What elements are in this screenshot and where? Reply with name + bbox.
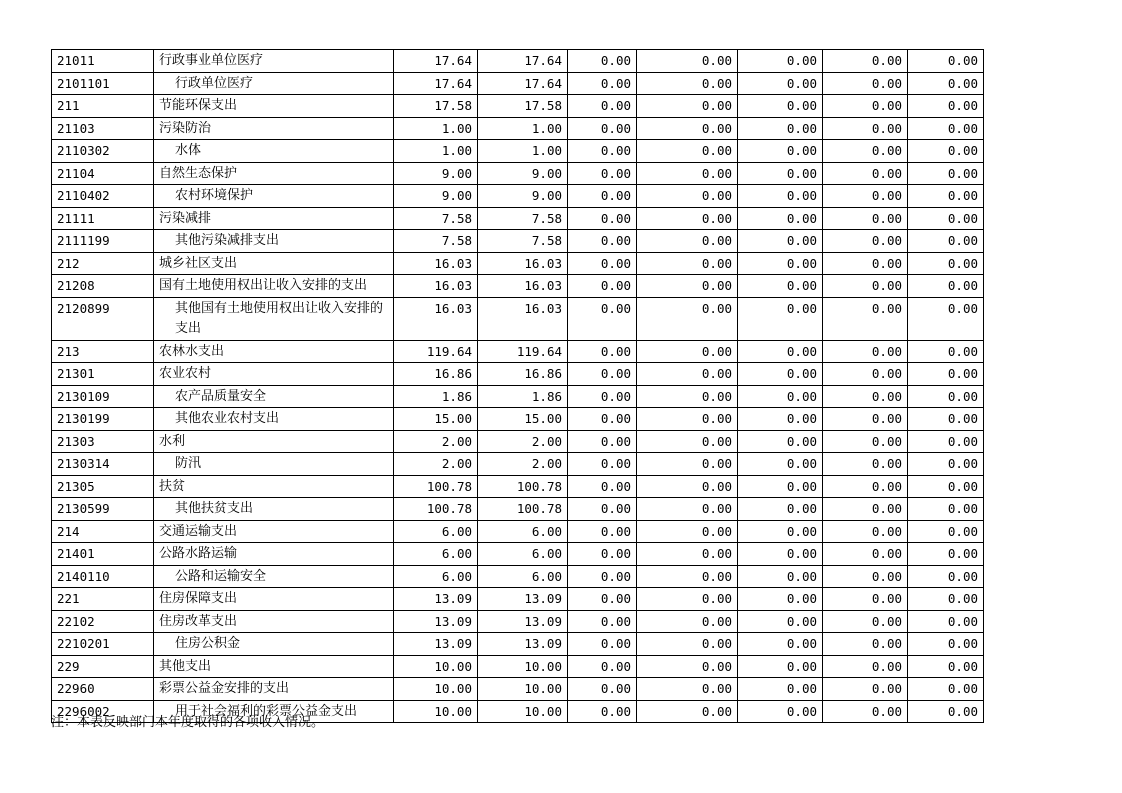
amount-cell: 100.78 xyxy=(394,475,478,498)
amount-cell: 0.00 xyxy=(738,543,823,566)
amount-cell: 0.00 xyxy=(908,230,984,253)
subject-name-cell: 公路水路运输 xyxy=(154,543,394,566)
subject-code-cell: 211 xyxy=(52,95,154,118)
subject-name-cell: 其他农业农村支出 xyxy=(154,408,394,431)
amount-cell: 0.00 xyxy=(738,700,823,723)
amount-cell: 0.00 xyxy=(568,275,637,298)
amount-cell: 0.00 xyxy=(908,385,984,408)
amount-cell: 0.00 xyxy=(823,408,908,431)
subject-name-cell: 行政事业单位医疗 xyxy=(154,50,394,73)
amount-cell: 2.00 xyxy=(394,453,478,476)
amount-cell: 6.00 xyxy=(394,520,478,543)
subject-name-cell: 交通运输支出 xyxy=(154,520,394,543)
amount-cell: 0.00 xyxy=(738,252,823,275)
subject-code-cell: 2130599 xyxy=(52,498,154,521)
amount-cell: 0.00 xyxy=(823,185,908,208)
amount-cell: 16.03 xyxy=(478,297,568,340)
amount-cell: 0.00 xyxy=(637,588,738,611)
amount-cell: 0.00 xyxy=(908,588,984,611)
amount-cell: 7.58 xyxy=(478,230,568,253)
amount-cell: 0.00 xyxy=(568,655,637,678)
amount-cell: 0.00 xyxy=(823,140,908,163)
amount-cell: 0.00 xyxy=(637,207,738,230)
amount-cell: 0.00 xyxy=(823,117,908,140)
amount-cell: 0.00 xyxy=(908,252,984,275)
subject-name-cell: 水利 xyxy=(154,430,394,453)
amount-cell: 0.00 xyxy=(823,340,908,363)
subject-name-cell: 用于社会福利的彩票公益金支出 xyxy=(154,700,394,723)
subject-name-cell: 其他支出 xyxy=(154,655,394,678)
amount-cell: 0.00 xyxy=(568,453,637,476)
subject-code-cell: 21111 xyxy=(52,207,154,230)
amount-cell: 0.00 xyxy=(568,498,637,521)
amount-cell: 0.00 xyxy=(637,230,738,253)
amount-cell: 10.00 xyxy=(394,655,478,678)
amount-cell: 0.00 xyxy=(568,340,637,363)
subject-code-cell: 214 xyxy=(52,520,154,543)
subject-code-cell: 213 xyxy=(52,340,154,363)
subject-name-cell: 彩票公益金安排的支出 xyxy=(154,678,394,701)
table-row xyxy=(52,50,984,73)
budget-table xyxy=(51,49,984,723)
table-row xyxy=(52,633,984,656)
amount-cell: 0.00 xyxy=(738,297,823,340)
amount-cell: 0.00 xyxy=(738,340,823,363)
amount-cell: 0.00 xyxy=(908,678,984,701)
amount-cell: 0.00 xyxy=(637,633,738,656)
amount-cell: 0.00 xyxy=(823,520,908,543)
amount-cell: 2.00 xyxy=(394,430,478,453)
amount-cell: 1.00 xyxy=(478,140,568,163)
amount-cell: 0.00 xyxy=(908,453,984,476)
amount-cell: 0.00 xyxy=(738,95,823,118)
amount-cell: 0.00 xyxy=(908,408,984,431)
amount-cell: 0.00 xyxy=(637,117,738,140)
subject-code-cell: 229 xyxy=(52,655,154,678)
amount-cell: 0.00 xyxy=(637,162,738,185)
amount-cell: 0.00 xyxy=(637,453,738,476)
table-row xyxy=(52,140,984,163)
amount-cell: 10.00 xyxy=(478,655,568,678)
amount-cell: 0.00 xyxy=(568,297,637,340)
amount-cell: 0.00 xyxy=(738,588,823,611)
amount-cell: 0.00 xyxy=(823,252,908,275)
amount-cell: 6.00 xyxy=(394,543,478,566)
amount-cell: 17.64 xyxy=(478,50,568,73)
amount-cell: 0.00 xyxy=(568,610,637,633)
amount-cell: 0.00 xyxy=(738,430,823,453)
subject-code-cell: 2130199 xyxy=(52,408,154,431)
amount-cell: 0.00 xyxy=(823,610,908,633)
amount-cell: 0.00 xyxy=(738,520,823,543)
amount-cell: 9.00 xyxy=(394,185,478,208)
amount-cell: 9.00 xyxy=(478,162,568,185)
amount-cell: 17.64 xyxy=(394,50,478,73)
amount-cell: 0.00 xyxy=(637,430,738,453)
subject-name-cell: 节能环保支出 xyxy=(154,95,394,118)
amount-cell: 0.00 xyxy=(738,655,823,678)
amount-cell: 0.00 xyxy=(908,207,984,230)
amount-cell: 0.00 xyxy=(637,475,738,498)
amount-cell: 9.00 xyxy=(394,162,478,185)
table-row xyxy=(52,95,984,118)
table-row xyxy=(52,565,984,588)
subject-code-cell: 2110302 xyxy=(52,140,154,163)
amount-cell: 0.00 xyxy=(908,543,984,566)
amount-cell: 10.00 xyxy=(394,678,478,701)
table-row xyxy=(52,475,984,498)
amount-cell: 0.00 xyxy=(823,50,908,73)
amount-cell: 0.00 xyxy=(568,475,637,498)
subject-code-cell: 2130109 xyxy=(52,385,154,408)
amount-cell: 0.00 xyxy=(823,363,908,386)
amount-cell: 0.00 xyxy=(637,498,738,521)
subject-code-cell: 21303 xyxy=(52,430,154,453)
subject-name-cell: 农业农村 xyxy=(154,363,394,386)
subject-code-cell: 2140110 xyxy=(52,565,154,588)
amount-cell: 0.00 xyxy=(637,678,738,701)
amount-cell: 0.00 xyxy=(908,140,984,163)
amount-cell: 0.00 xyxy=(738,610,823,633)
table-row xyxy=(52,72,984,95)
amount-cell: 0.00 xyxy=(823,498,908,521)
amount-cell: 0.00 xyxy=(568,117,637,140)
amount-cell: 0.00 xyxy=(568,408,637,431)
amount-cell: 0.00 xyxy=(738,408,823,431)
table-footnote: 注：本表反映部门本年度取得的各项收入情况。 xyxy=(51,715,325,730)
subject-name-cell: 扶贫 xyxy=(154,475,394,498)
amount-cell: 0.00 xyxy=(823,588,908,611)
amount-cell: 0.00 xyxy=(738,363,823,386)
amount-cell: 15.00 xyxy=(394,408,478,431)
subject-name-cell: 城乡社区支出 xyxy=(154,252,394,275)
amount-cell: 6.00 xyxy=(394,565,478,588)
table-row xyxy=(52,275,984,298)
amount-cell: 0.00 xyxy=(637,385,738,408)
amount-cell: 0.00 xyxy=(637,565,738,588)
amount-cell: 0.00 xyxy=(908,498,984,521)
subject-code-cell: 21401 xyxy=(52,543,154,566)
amount-cell: 0.00 xyxy=(823,297,908,340)
amount-cell: 1.00 xyxy=(394,140,478,163)
amount-cell: 0.00 xyxy=(637,543,738,566)
amount-cell: 16.03 xyxy=(478,275,568,298)
amount-cell: 0.00 xyxy=(908,297,984,340)
amount-cell: 100.78 xyxy=(394,498,478,521)
table-body xyxy=(52,50,984,723)
amount-cell: 9.00 xyxy=(478,185,568,208)
amount-cell: 0.00 xyxy=(908,633,984,656)
amount-cell: 0.00 xyxy=(908,520,984,543)
amount-cell: 0.00 xyxy=(637,520,738,543)
amount-cell: 0.00 xyxy=(738,275,823,298)
amount-cell: 0.00 xyxy=(637,700,738,723)
amount-cell: 13.09 xyxy=(394,588,478,611)
amount-cell: 10.00 xyxy=(478,700,568,723)
table-row xyxy=(52,453,984,476)
table-row xyxy=(52,297,984,340)
amount-cell: 0.00 xyxy=(738,140,823,163)
subject-name-cell: 住房保障支出 xyxy=(154,588,394,611)
amount-cell: 0.00 xyxy=(908,340,984,363)
amount-cell: 100.78 xyxy=(478,498,568,521)
table-row xyxy=(52,408,984,431)
amount-cell: 0.00 xyxy=(738,185,823,208)
amount-cell: 0.00 xyxy=(637,140,738,163)
amount-cell: 119.64 xyxy=(478,340,568,363)
subject-code-cell: 2101101 xyxy=(52,72,154,95)
amount-cell: 0.00 xyxy=(738,498,823,521)
amount-cell: 0.00 xyxy=(637,297,738,340)
amount-cell: 0.00 xyxy=(908,363,984,386)
amount-cell: 17.64 xyxy=(478,72,568,95)
amount-cell: 0.00 xyxy=(568,207,637,230)
amount-cell: 15.00 xyxy=(478,408,568,431)
amount-cell: 0.00 xyxy=(568,72,637,95)
amount-cell: 0.00 xyxy=(568,565,637,588)
amount-cell: 0.00 xyxy=(823,207,908,230)
amount-cell: 0.00 xyxy=(637,340,738,363)
amount-cell: 0.00 xyxy=(568,385,637,408)
table-row xyxy=(52,363,984,386)
subject-name-cell: 其他污染减排支出 xyxy=(154,230,394,253)
subject-code-cell: 21305 xyxy=(52,475,154,498)
subject-name-cell: 其他扶贫支出 xyxy=(154,498,394,521)
subject-name-cell: 防汛 xyxy=(154,453,394,476)
amount-cell: 0.00 xyxy=(637,363,738,386)
amount-cell: 16.03 xyxy=(394,252,478,275)
amount-cell: 0.00 xyxy=(568,252,637,275)
subject-name-cell: 污染减排 xyxy=(154,207,394,230)
table-row xyxy=(52,520,984,543)
amount-cell: 0.00 xyxy=(823,430,908,453)
amount-cell: 0.00 xyxy=(637,655,738,678)
amount-cell: 0.00 xyxy=(637,50,738,73)
amount-cell: 0.00 xyxy=(823,453,908,476)
subject-name-cell: 住房改革支出 xyxy=(154,610,394,633)
amount-cell: 0.00 xyxy=(568,162,637,185)
amount-cell: 17.64 xyxy=(394,72,478,95)
amount-cell: 0.00 xyxy=(908,655,984,678)
amount-cell: 16.03 xyxy=(478,252,568,275)
subject-code-cell: 2296002 xyxy=(52,700,154,723)
subject-code-cell: 2111199 xyxy=(52,230,154,253)
amount-cell: 0.00 xyxy=(908,275,984,298)
amount-cell: 6.00 xyxy=(478,565,568,588)
amount-cell: 0.00 xyxy=(823,565,908,588)
amount-cell: 0.00 xyxy=(908,162,984,185)
subject-name-cell: 农产品质量安全 xyxy=(154,385,394,408)
amount-cell: 0.00 xyxy=(568,430,637,453)
table-row xyxy=(52,385,984,408)
subject-name-cell: 行政单位医疗 xyxy=(154,72,394,95)
amount-cell: 0.00 xyxy=(823,230,908,253)
table-row xyxy=(52,543,984,566)
amount-cell: 0.00 xyxy=(637,95,738,118)
table-row xyxy=(52,340,984,363)
table-row xyxy=(52,430,984,453)
amount-cell: 1.00 xyxy=(478,117,568,140)
table-row xyxy=(52,230,984,253)
subject-code-cell: 221 xyxy=(52,588,154,611)
amount-cell: 0.00 xyxy=(908,185,984,208)
amount-cell: 0.00 xyxy=(568,95,637,118)
amount-cell: 0.00 xyxy=(568,363,637,386)
amount-cell: 7.58 xyxy=(478,207,568,230)
subject-name-cell: 其他国有土地使用权出让收入安排的支出 xyxy=(154,297,394,340)
subject-name-cell: 住房公积金 xyxy=(154,633,394,656)
amount-cell: 0.00 xyxy=(823,162,908,185)
amount-cell: 0.00 xyxy=(823,95,908,118)
subject-name-cell: 水体 xyxy=(154,140,394,163)
amount-cell: 16.86 xyxy=(394,363,478,386)
amount-cell: 0.00 xyxy=(908,565,984,588)
amount-cell: 0.00 xyxy=(738,678,823,701)
amount-cell: 1.00 xyxy=(394,117,478,140)
amount-cell: 0.00 xyxy=(908,50,984,73)
table-row xyxy=(52,678,984,701)
amount-cell: 0.00 xyxy=(823,72,908,95)
amount-cell: 0.00 xyxy=(738,565,823,588)
amount-cell: 0.00 xyxy=(568,678,637,701)
amount-cell: 0.00 xyxy=(637,252,738,275)
table-row xyxy=(52,162,984,185)
subject-name-cell: 国有土地使用权出让收入安排的支出 xyxy=(154,275,394,298)
amount-cell: 7.58 xyxy=(394,207,478,230)
amount-cell: 0.00 xyxy=(738,453,823,476)
table-row xyxy=(52,252,984,275)
subject-code-cell: 2210201 xyxy=(52,633,154,656)
amount-cell: 0.00 xyxy=(637,275,738,298)
amount-cell: 0.00 xyxy=(568,185,637,208)
subject-code-cell: 22102 xyxy=(52,610,154,633)
subject-code-cell: 2130314 xyxy=(52,453,154,476)
amount-cell: 0.00 xyxy=(738,162,823,185)
amount-cell: 0.00 xyxy=(823,543,908,566)
amount-cell: 0.00 xyxy=(568,230,637,253)
amount-cell: 0.00 xyxy=(908,430,984,453)
amount-cell: 16.86 xyxy=(478,363,568,386)
amount-cell: 0.00 xyxy=(823,700,908,723)
amount-cell: 6.00 xyxy=(478,543,568,566)
amount-cell: 0.00 xyxy=(568,520,637,543)
amount-cell: 0.00 xyxy=(908,95,984,118)
amount-cell: 13.09 xyxy=(478,610,568,633)
amount-cell: 0.00 xyxy=(568,633,637,656)
amount-cell: 0.00 xyxy=(738,207,823,230)
subject-name-cell: 农村环境保护 xyxy=(154,185,394,208)
amount-cell: 100.78 xyxy=(478,475,568,498)
amount-cell: 0.00 xyxy=(908,475,984,498)
amount-cell: 0.00 xyxy=(637,72,738,95)
subject-code-cell: 21208 xyxy=(52,275,154,298)
amount-cell: 1.86 xyxy=(478,385,568,408)
amount-cell: 13.09 xyxy=(478,633,568,656)
amount-cell: 0.00 xyxy=(823,633,908,656)
subject-code-cell: 21104 xyxy=(52,162,154,185)
amount-cell: 17.58 xyxy=(478,95,568,118)
amount-cell: 0.00 xyxy=(738,633,823,656)
amount-cell: 13.09 xyxy=(394,610,478,633)
amount-cell: 0.00 xyxy=(568,700,637,723)
amount-cell: 0.00 xyxy=(637,185,738,208)
subject-code-cell: 21103 xyxy=(52,117,154,140)
amount-cell: 0.00 xyxy=(738,117,823,140)
table-row xyxy=(52,610,984,633)
subject-code-cell: 212 xyxy=(52,252,154,275)
amount-cell: 0.00 xyxy=(738,385,823,408)
amount-cell: 0.00 xyxy=(823,678,908,701)
subject-code-cell: 22960 xyxy=(52,678,154,701)
amount-cell: 0.00 xyxy=(908,700,984,723)
table-row xyxy=(52,498,984,521)
amount-cell: 0.00 xyxy=(738,230,823,253)
amount-cell: 10.00 xyxy=(394,700,478,723)
amount-cell: 17.58 xyxy=(394,95,478,118)
amount-cell: 0.00 xyxy=(823,655,908,678)
amount-cell: 0.00 xyxy=(738,72,823,95)
amount-cell: 0.00 xyxy=(908,610,984,633)
subject-name-cell: 公路和运输安全 xyxy=(154,565,394,588)
subject-code-cell: 21301 xyxy=(52,363,154,386)
table-row xyxy=(52,185,984,208)
amount-cell: 0.00 xyxy=(738,475,823,498)
amount-cell: 16.03 xyxy=(394,297,478,340)
amount-cell: 13.09 xyxy=(394,633,478,656)
amount-cell: 0.00 xyxy=(637,610,738,633)
amount-cell: 0.00 xyxy=(823,275,908,298)
subject-name-cell: 污染防治 xyxy=(154,117,394,140)
amount-cell: 1.86 xyxy=(394,385,478,408)
amount-cell: 6.00 xyxy=(478,520,568,543)
amount-cell: 13.09 xyxy=(478,588,568,611)
amount-cell: 0.00 xyxy=(568,588,637,611)
amount-cell: 2.00 xyxy=(478,453,568,476)
table-row xyxy=(52,588,984,611)
amount-cell: 0.00 xyxy=(823,475,908,498)
amount-cell: 2.00 xyxy=(478,430,568,453)
subject-name-cell: 自然生态保护 xyxy=(154,162,394,185)
amount-cell: 7.58 xyxy=(394,230,478,253)
subject-code-cell: 21011 xyxy=(52,50,154,73)
amount-cell: 0.00 xyxy=(637,408,738,431)
amount-cell: 16.03 xyxy=(394,275,478,298)
amount-cell: 0.00 xyxy=(568,140,637,163)
amount-cell: 10.00 xyxy=(478,678,568,701)
subject-code-cell: 2120899 xyxy=(52,297,154,340)
table-row xyxy=(52,207,984,230)
table-row xyxy=(52,655,984,678)
subject-name-cell: 农林水支出 xyxy=(154,340,394,363)
subject-code-cell: 2110402 xyxy=(52,185,154,208)
table-row xyxy=(52,117,984,140)
amount-cell: 119.64 xyxy=(394,340,478,363)
amount-cell: 0.00 xyxy=(908,72,984,95)
amount-cell: 0.00 xyxy=(568,50,637,73)
amount-cell: 0.00 xyxy=(823,385,908,408)
amount-cell: 0.00 xyxy=(908,117,984,140)
amount-cell: 0.00 xyxy=(568,543,637,566)
amount-cell: 0.00 xyxy=(738,50,823,73)
